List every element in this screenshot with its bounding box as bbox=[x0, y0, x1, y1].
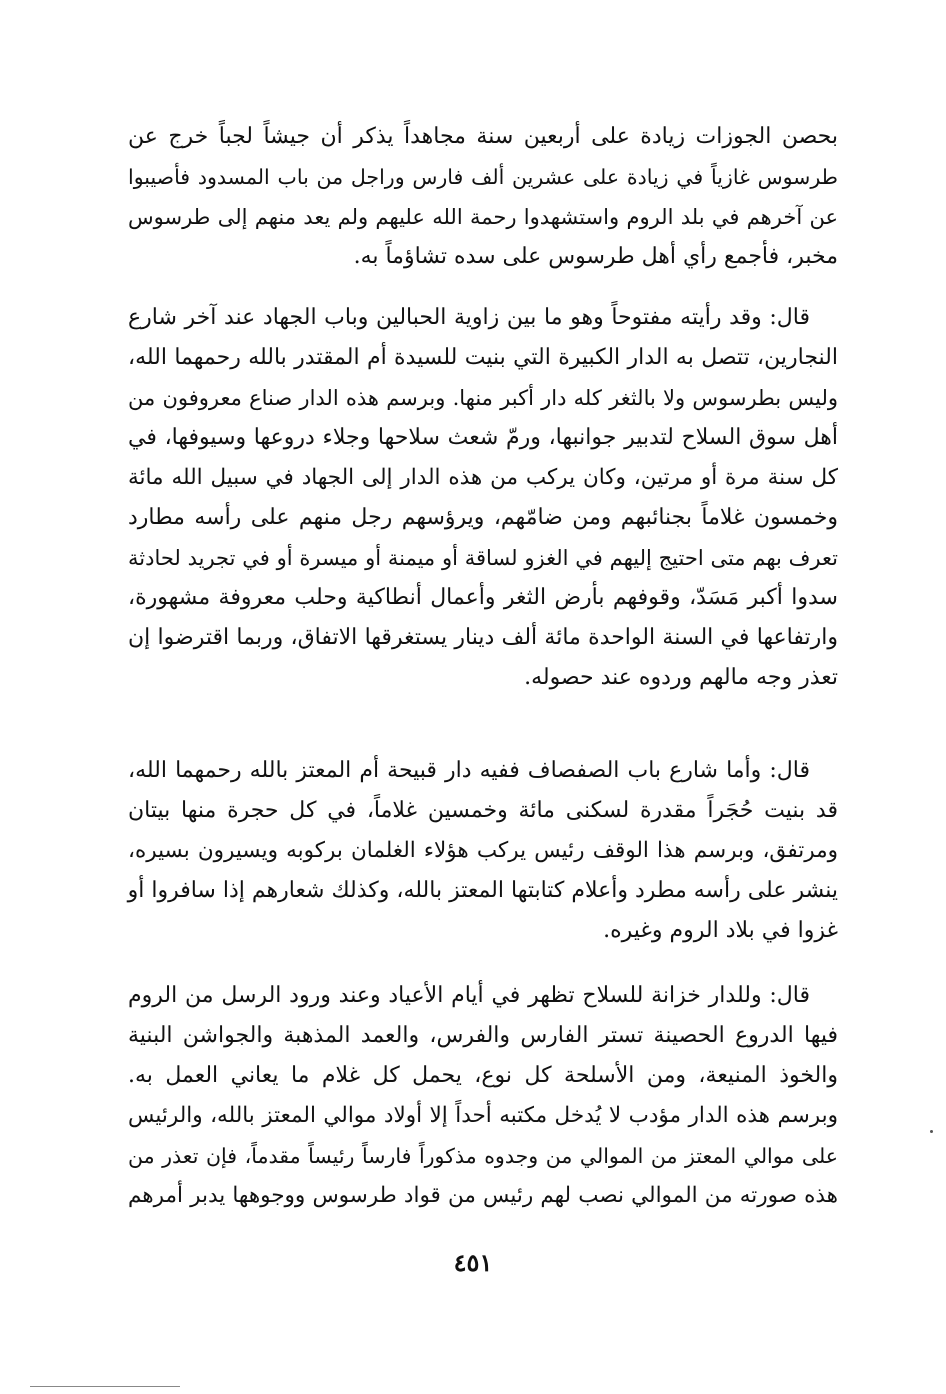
text-line: أهل سوق السلاح لتدبير جوانبها، ورمّ شعث سلاحها وجلاء دروعها وسيوفها، في bbox=[128, 425, 838, 450]
text-line: سدوا أكبر مَسَدّ، وقوفهم بأرض الثغر وأعمال أنطاكية وحلب معروفة مشهورة، bbox=[128, 585, 838, 610]
text-line: غزوا في بلاد الروم وغيره. bbox=[603, 918, 838, 943]
text-line: وخمسون غلاماً بجنائبهم ومن ضامّهم، ويرؤسهم رجل منهم على رأسه مطارد bbox=[128, 505, 838, 530]
text-line: والخوذ المنيعة، ومن الأسلحة كل نوع، يحمل كل غلام ما يعاني العمل به. bbox=[128, 1063, 838, 1088]
text-line: طرسوس غازياً في زيادة على عشرين ألف فارس وراجل من باب المسدود فأصيبوا bbox=[128, 165, 838, 189]
text-line: قد بنيت حُجَراً مقدرة لسكنى مائة وخمسين غلاماً، في كل حجرة منها بيتان bbox=[128, 798, 838, 823]
page-number: ٤٥١ bbox=[453, 1248, 493, 1277]
text-line: مخبر، فأجمع رأي أهل طرسوس على سده تشاؤماً به. bbox=[353, 244, 838, 269]
paragraph-2 bbox=[128, 298, 838, 698]
text-line: بحصن الجوزات زيادة على أربعين سنة مجاهداً يذكر أن جيشاً لجباً خرج عن bbox=[128, 124, 838, 149]
paragraph-4 bbox=[128, 976, 838, 1216]
text-line: فيها الدروع الحصينة تستر الفارس والفرس، والعمد المذهبة والجواشن البنية bbox=[128, 1023, 838, 1048]
paragraph-3 bbox=[128, 751, 838, 951]
text-line: عن آخرهم في بلد الروم واستشهدوا رحمة الله عليهم ولم يعد منهم إلى طرسوس bbox=[128, 205, 838, 229]
text-line: هذه صورته من الموالي نصب لهم رئيس من قواد طرسوس ووجوهها يدبر أمرهم bbox=[128, 1183, 838, 1208]
text-line: تعرف بهم متى احتيج إليهم في الغزو لساقة أو ميمنة أو ميسرة أو في تجريد لحادثة bbox=[128, 546, 838, 570]
text-line: وليس بطرسوس ولا بالثغر كله دار أكبر منها. وبرسم هذه الدار صناع معروفون من bbox=[128, 386, 838, 410]
text-line: كل سنة مرة أو مرتين، وكان يركب من هذه الدار إلى الجهاد في سبيل الله مائة bbox=[128, 465, 838, 490]
paragraph-1 bbox=[128, 117, 838, 277]
text-line: قال: وللدار خزانة للسلاح تظهر في أيام الأعياد وعند ورود الرسل من الروم bbox=[128, 983, 810, 1008]
scan-speck bbox=[930, 1130, 933, 1133]
text-line: تعذر وجه مالهم وردوه عند حصوله. bbox=[524, 665, 838, 690]
text-line: قال: وأما شارع باب الصفصاف ففيه دار قبيحة أم المعتز بالله رحمهما الله، bbox=[128, 758, 810, 783]
text-line: على موالي المعتز من الموالي من وجدوه مذكوراً فارساً رئيساً مقدماً، فإن تعذر من bbox=[128, 1144, 838, 1168]
text-line: وارتفاعها في السنة الواحدة مائة ألف دينار يستغرقها الاتفاق، وربما اقترضوا إن bbox=[128, 625, 838, 650]
text-line: قال: وقد رأيته مفتوحاً وهو ما بين زاوية الحبالين وباب الجهاد عند آخر شارع bbox=[128, 305, 810, 330]
text-line: وبرسم هذه الدار مؤدب لا يُدخل مكتبه أحداً إلا أولاد موالي المعتز بالله، والرئيس bbox=[128, 1103, 838, 1128]
text-line: ومرتفق، وبرسم هذا الوقف رئيس يركب هؤلاء الغلمان بركوبه ويسيرون بسيره، bbox=[128, 838, 838, 863]
scan-edge-line bbox=[30, 1386, 180, 1387]
text-line: ينشر على رأسه مطرد وأعلام كتابتها المعتز بالله، وكذلك شعارهم إذا سافروا أو bbox=[127, 878, 838, 903]
text-line: النجارين، تتصل به الدار الكبيرة التي بنيت للسيدة أم المقتدر بالله رحمهما الله، bbox=[128, 345, 838, 370]
